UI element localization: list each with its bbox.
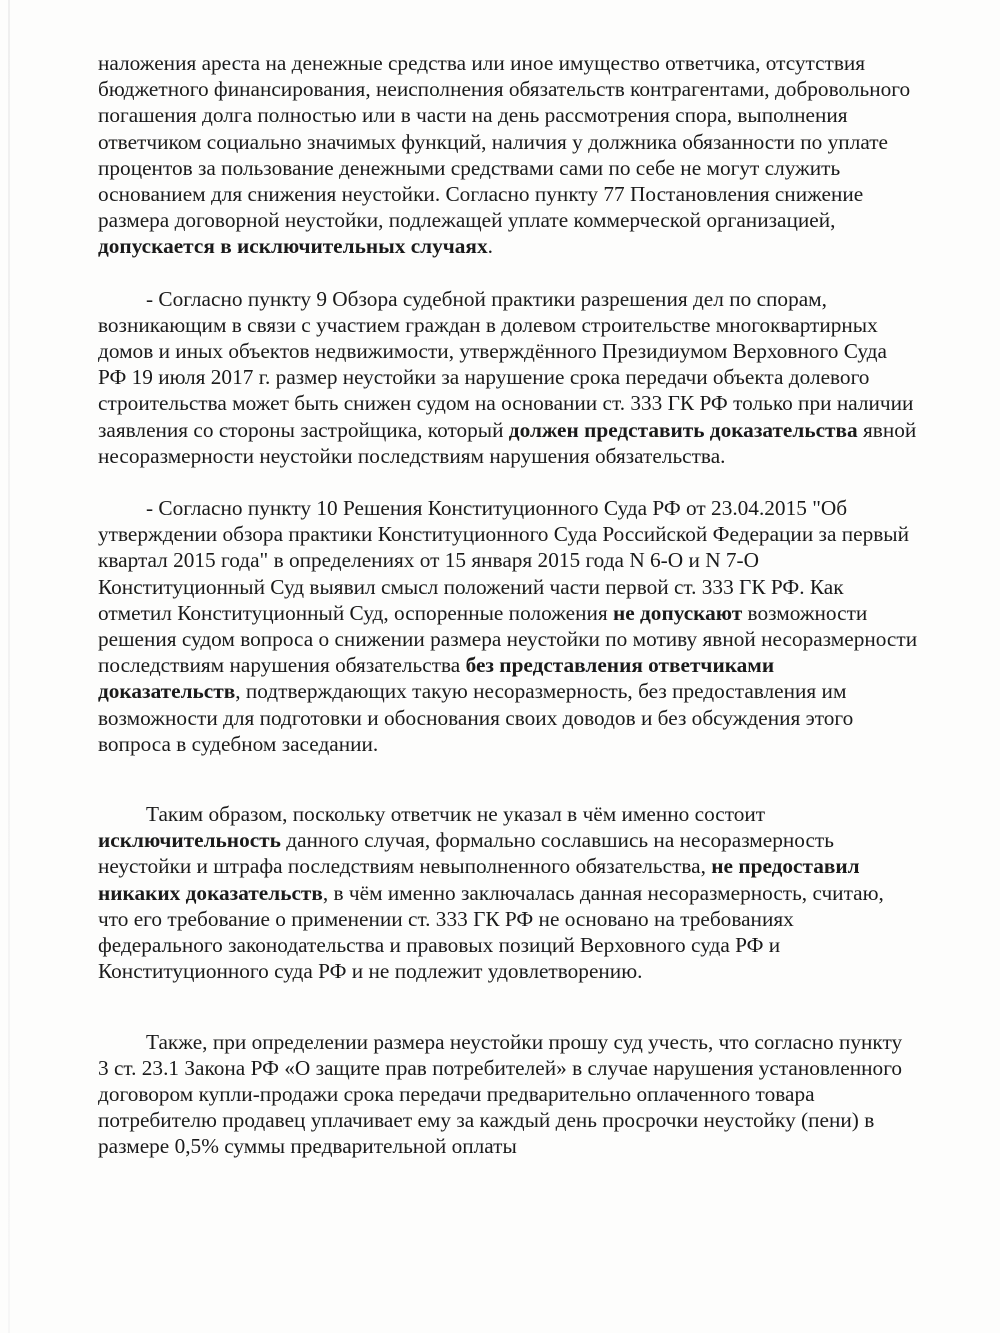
paragraph-consumer-law: Также, при определении размера неустойки прошу суд учесть, что согласно пункту 3 ст. 23.1 Закона РФ «О защите прав потребителей» в случае нарушения установленного договором купли-продажи срока передачи предварительно оплаченного товара потребителю продавец уплачивает ему за каждый день просрочки неустойку (пени) в размере 0,5% суммы предварительной оплаты <box>98 1029 903 1159</box>
document-body <box>98 50 918 1160</box>
bold-emphasis: не допускают <box>612 600 743 625</box>
paragraph-supreme-court-review: - Согласно пункту 9 Обзора судебной практики разрешения дел по спорам, возникающим в связи с участием граждан в долевом строительстве многоквартирных домов и иных объектов недвижимости, утверждённого Президиумом Верховного Суда РФ 19 июля 2017 г. размер неустойки за нарушение срока передачи объекта долевого строительства может быть снижен судом на основании ст. 333 ГК РФ только при наличии заявления со стороны застройщика, который должен представить доказательства явной несоразмерности неустойки последствиям нарушения обязательства. <box>98 286 917 468</box>
paragraph-constitutional-court: - Согласно пункту 10 Решения Конституционного Суда РФ от 23.04.2015 "Об утверждении обзора практики Конституционного Суда Российской Федерации за первый квартал 2015 года" в определениях от 15 января 2015 года N 6-О и N 7-О Конституционный Суд выявил смысл положений части первой ст. 333 ГК РФ. Как отметил Конституционный Суд, оспоренные положения не допускают возможности решения судом вопроса о снижении размера неустойки по мотиву явной несоразмерности последствиям нарушения обязательства без представления ответчиками доказательств, подтверждающих такую несоразмерность, без предоставления им возможности для подготовки и обоснования своих доводов и без обсуждения этого вопроса в судебном заседании. <box>98 496 918 756</box>
bold-emphasis: без представления ответчиками доказательств <box>98 653 775 704</box>
page-edge-shadow <box>8 0 10 1333</box>
paragraph-grounds-for-reduction: наложения ареста на денежные средства или иное имущество ответчика, отсутствия бюджетного финансирования, неисполнения обязательств контрагентами, добровольного погашения долга полностью или в части на день рассмотрения спора, выполнения ответчиком социально значимых функций, наличия у должника обязанности по уплате процентов за пользование денежными средствами сами по себе не могут служить основанием для снижения неустойки. Согласно пункту 77 Постановления снижение размера договорной неустойки, подлежащей уплате коммерческой организацией, допускается в исключительных случаях. <box>98 51 911 259</box>
bold-emphasis: не предоставил никаких доказательств <box>98 854 860 905</box>
paragraph-conclusion: Таким образом, поскольку ответчик не указал в чём именно состоит исключительность данного случая, формально сославшись на несоразмерность неустойки и штрафа последствиям невыполненного обязательства, не предоставил никаких доказательств, в чём именно заключалась данная несоразмерность, считаю, что его требование о применении ст. 333 ГК РФ не основано на требованиях федерального законодательства и правовых позиций Верховного суда РФ и Конституционного суда РФ и не подлежит удовлетворению. <box>98 802 884 984</box>
bold-emphasis: исключительность <box>98 828 281 853</box>
bold-emphasis: допускается в исключительных случаях <box>98 234 488 259</box>
bold-emphasis: должен представить доказательства <box>508 417 858 442</box>
